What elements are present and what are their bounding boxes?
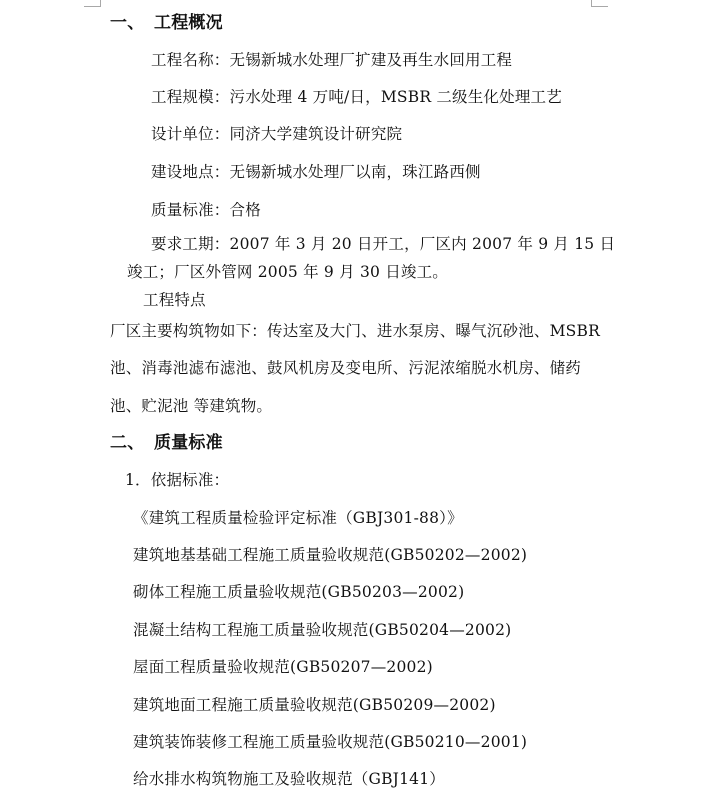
section-number: 一、 <box>110 13 145 33</box>
standard-item: 混凝土结构工程施工质量验收规范(GB50204—2002) <box>133 621 512 639</box>
paragraph-line: 厂区主要构筑物如下：传达室及大门、进水泵房、曝气沉砂池、MSBR <box>110 322 600 340</box>
section-number: 二、 <box>110 433 145 453</box>
field-quality-standard <box>151 200 261 220</box>
field-label: 工程名称： <box>151 51 230 69</box>
standard-item: 屋面工程质量验收规范(GB50207—2002) <box>133 658 433 676</box>
field-label: 建设地点： <box>151 163 230 181</box>
standard-item: 建筑地面工程施工质量验收规范(GB50209—2002) <box>133 696 496 714</box>
field-value: 无锡新城水处理厂扩建及再生水回用工程 <box>229 51 513 69</box>
field-schedule <box>151 234 615 254</box>
standard-item: 建筑地基基础工程施工质量验收规范(GB50202—2002) <box>133 546 528 564</box>
field-value: 同济大学建筑设计研究院 <box>229 125 403 143</box>
section-title: 质量标准 <box>154 433 223 453</box>
field-label: 设计单位： <box>151 125 230 143</box>
standard-item: 砌体工程施工质量验收规范(GB50203—2002) <box>133 583 465 601</box>
field-label: 质量标准： <box>151 201 230 219</box>
field-project-scale <box>151 87 562 107</box>
section-title: 工程概况 <box>154 13 223 33</box>
field-value: 合格 <box>229 201 261 219</box>
page-corner-mark-left <box>84 0 101 7</box>
basis-title: 1．依据标准： <box>125 471 230 489</box>
field-value: 2007 年 3 月 20 日开工，厂区内 2007 年 9 月 15 日 <box>229 235 616 253</box>
field-schedule-continuation <box>127 262 448 282</box>
paragraph-line: 池、消毒池滤布滤池、鼓风机房及变电所、污泥浓缩脱水机房、储药 <box>110 359 582 377</box>
standard-item: 给水排水构筑物施工及验收规范（GBJ141） <box>133 770 445 788</box>
field-label: 要求工期： <box>151 235 230 253</box>
standard-item: 《建筑工程质量检验评定标准（GBJ301-88）》 <box>133 509 463 527</box>
subheading-features: 工程特点 <box>143 291 206 309</box>
standard-item: 建筑装饰装修工程施工质量验收规范(GB50210—2001) <box>133 733 528 751</box>
field-project-name <box>151 50 512 70</box>
page-corner-mark-right <box>591 0 608 7</box>
field-value: 竣工；厂区外管网 2005 年 9 月 30 日竣工。 <box>127 263 448 281</box>
section-heading-overview <box>110 13 223 33</box>
field-label: 工程规模： <box>151 88 230 106</box>
field-value: 污水处理 4 万吨/日，MSBR 二级生化处理工艺 <box>229 88 562 106</box>
section-heading-quality <box>110 433 223 453</box>
field-value: 无锡新城水处理厂以南，珠江路西侧 <box>229 163 481 181</box>
field-construction-site <box>151 162 481 182</box>
paragraph-line: 池、贮泥池 等建筑物。 <box>110 397 273 415</box>
field-design-unit <box>151 124 402 144</box>
